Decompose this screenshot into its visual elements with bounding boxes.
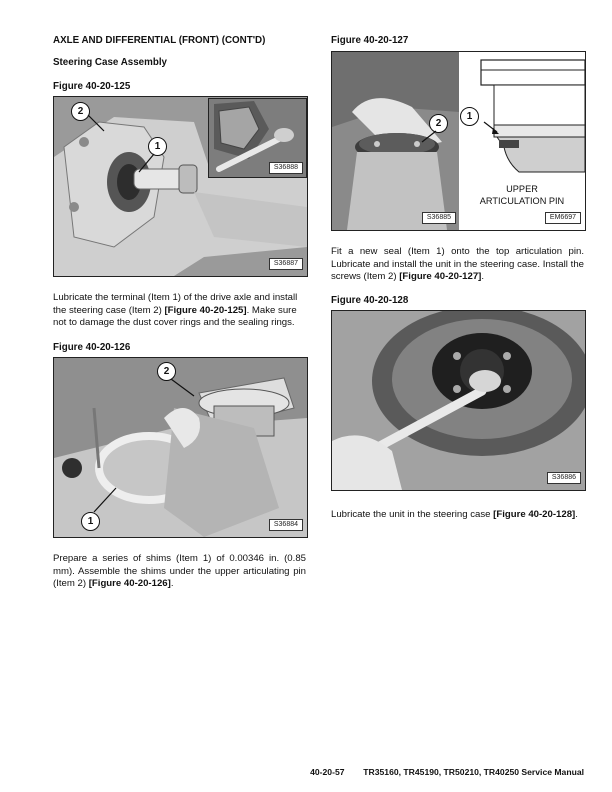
page-number: 40-20-57 [310, 767, 345, 777]
figure-127 [331, 51, 586, 231]
subsection-title: Steering Case Assembly [53, 57, 167, 68]
figure-127-drawing [459, 52, 585, 230]
lubricate-steering-case-illustration [332, 311, 585, 490]
figure-125-inset-code: S36888 [269, 162, 303, 174]
paragraph-4: Lubricate the unit in the steering case [Figure 40-20-128]. [331, 509, 578, 520]
paragraph-3: Fit a new seal (Item 1) onto the top articulation pin. Lubricate and install the unit in the steering case. Install the screws (Item 2) [Figure 40-20-127]. [331, 246, 584, 283]
figure-125-callout-2: 2 [71, 102, 90, 121]
figure-126-callout-1: 1 [81, 512, 100, 531]
figure-127-callout-2: 2 [429, 114, 448, 133]
articulation-pin-label: UPPER ARTICULATION PIN [479, 184, 565, 206]
manual-title: TR35160, TR45190, TR50210, TR40250 Service Manual [363, 767, 584, 777]
figure-128-photo [331, 310, 586, 491]
page-footer [0, 767, 584, 778]
figure-127-callout-1: 1 [460, 107, 479, 126]
paragraph-1: Lubricate the terminal (Item 1) of the drive axle and install the steering case (Item 2) [Figure 40-20-125]. Make sure not to damage the dust cover rings and the sealing rings. [53, 292, 298, 329]
seal-install-illustration [332, 52, 459, 230]
section-title: AXLE AND DIFFERENTIAL (FRONT) (CONT'D) [53, 35, 266, 46]
figure-125-inset [208, 98, 307, 178]
figure-126-image-code: S36884 [269, 519, 303, 531]
figure-128-caption: Figure 40-20-128 [331, 295, 409, 306]
figure-125-photo [53, 96, 308, 277]
figure-125-caption: Figure 40-20-125 [53, 81, 131, 92]
figure-126-callout-2: 2 [157, 362, 176, 381]
figure-127-photo [332, 52, 460, 230]
figure-ref-126: [Figure 40-20-126] [88, 578, 171, 590]
figure-125-callout-1: 1 [148, 137, 167, 156]
figure-126-photo [53, 357, 308, 538]
figure-127-drawing-code: EM6697 [545, 212, 581, 224]
figure-ref-127: [Figure 40-20-127] [399, 271, 482, 283]
figure-127-caption: Figure 40-20-127 [331, 35, 409, 46]
shims-illustration [54, 358, 307, 537]
figure-125-image-code: S36887 [269, 258, 303, 270]
figure-127-photo-code: S36885 [422, 212, 456, 224]
figure-128-image-code: S36886 [547, 472, 581, 484]
figure-ref-125: [Figure 40-20-125] [164, 304, 247, 316]
paragraph-2: Prepare a series of shims (Item 1) of 0.00346 in. (0.85 mm). Assemble the shims under the upper articulating pin (Item 2) [Figure 40-20-126]. [53, 553, 306, 590]
figure-126-caption: Figure 40-20-126 [53, 342, 131, 353]
figure-ref-128: [Figure 40-20-128] [493, 509, 576, 520]
